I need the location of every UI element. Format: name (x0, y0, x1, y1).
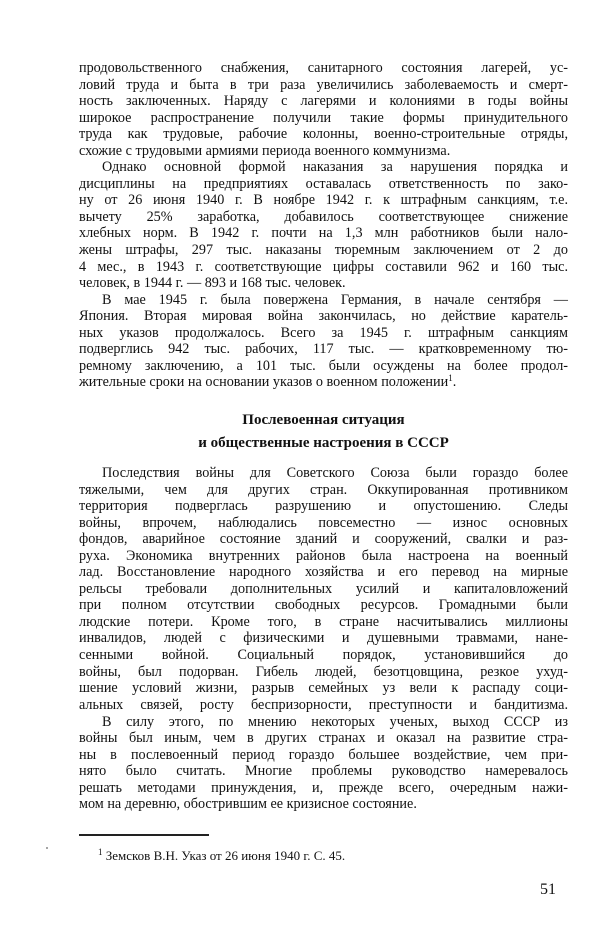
text-line: широкое распространение получили такие формы принудительного (79, 109, 568, 126)
text-line: руха. Экономика внутренних районов была настроена на военный (79, 547, 568, 564)
text-line: решать методами принуждения, и, прежде всего, очередным нажи- (79, 779, 568, 796)
text-line: при полном отсутствии свободных ресурсов. Громадными были (79, 597, 568, 614)
heading-line-2: и общественные настроения в СССР (198, 435, 449, 451)
paragraph-5 (79, 714, 568, 813)
text-line: В силу этого, по мнению некоторых ученых, выход СССР из (102, 713, 568, 730)
paragraph-3 (79, 292, 568, 391)
footnote-ref[interactable]: 1 (448, 373, 453, 384)
text-line: вычету 25% заработка, добавилось соответствующее снижение (79, 208, 568, 225)
footnote-text: Земсков В.Н. Указ от 26 июня 1940 г. С. 45. (105, 848, 346, 863)
punctuation: . (452, 374, 457, 391)
text-line: войны был иным, чем в других странах и оказал на развитие стра- (79, 730, 568, 747)
paragraph-2 (79, 159, 568, 291)
text-line-with-footnote-ref (79, 374, 568, 391)
text-line: инвалидов, людей с физическими и душевными травмами, нане- (79, 630, 568, 647)
scan-speck (46, 847, 48, 849)
text-line: фондов, аварийное состояние зданий и сооружений, свалки и раз- (79, 531, 568, 548)
text-line: Последствия войны для Советского Союза были гораздо более (102, 465, 568, 481)
text-line: жительные сроки на основании указов о военном положении (79, 374, 449, 391)
paragraph-4 (79, 465, 568, 713)
page-number: 51 (540, 881, 556, 898)
footnote-number: 1 (98, 847, 103, 857)
text-line: продовольственного снабжения, санитарного состояния лагерей, ус- (79, 60, 568, 76)
text-line: В мае 1945 г. была повержена Германия, в начале сентября — (102, 291, 568, 308)
text-line: дисциплины на предприятиях оставалась ответственность по зако- (79, 175, 568, 192)
text-line: нято было считать. Многие проблемы руководство намеревалось (79, 763, 568, 780)
heading-line-1: Послевоенная ситуация (242, 412, 405, 428)
text-line: территория подверглась разрушению и опустошению. Следы (79, 498, 568, 515)
text-line: ных указов продолжалось. Всего за 1945 г. штрафным санкциям (79, 324, 568, 341)
text-line: лад. Восстановление народного хозяйства и его перевод на мирные (79, 564, 568, 581)
text-line: ну от 26 июня 1940 г. В ноябре 1942 г. к штрафным санкциям, т.е. (79, 192, 568, 209)
text-line: труда как трудовые, рабочие колонны, военно-строительные отряды, (79, 126, 568, 143)
text-line: мом на деревню, обострившим ее кризисное состояние. (79, 796, 417, 813)
text-line: хлебных норм. В 1942 г. почти на 1,3 млн работников были нало- (79, 225, 568, 242)
text-line: Япония. Вторая мировая война закончилась, но действие каратель- (79, 308, 568, 325)
text-line: схожие с трудовыми армиями периода военного коммунизма. (79, 142, 451, 159)
paragraph-1 (79, 60, 568, 159)
text-line: Однако основной формой наказания за нарушения порядка и (102, 159, 568, 176)
text-line: ремному заключению, а 101 тыс. были осуждены на более продол- (79, 357, 568, 374)
text-line: рельсы требовали дополнительных усилий и капиталовложений (79, 580, 568, 597)
text-line: 4 мес., в 1943 г. соответствующие цифры составили 962 и 160 тыс. (79, 258, 568, 275)
text-line: жены штрафы, 297 тыс. наказаны тюремным заключением от 2 до (79, 242, 568, 259)
text-line: шение условий жизни, разрыв семейных уз вели к распаду соци- (79, 680, 568, 697)
text-line: войны, впрочем, наблюдались повсеместно — износ основных (79, 514, 568, 531)
text-line: ловий труда и быта в три раза увеличились заболеваемость и смерт- (79, 76, 568, 93)
text-line: человек, в 1944 г. — 893 и 168 тыс. человек. (79, 275, 346, 292)
text-line: сенными войной. Социальный порядок, установившийся до (79, 647, 568, 664)
section-heading (79, 409, 568, 455)
text-line: ность заключенных. Наряду с лагерями и колониями в годы войны (79, 93, 568, 110)
footnote (98, 848, 345, 864)
text-line: людские потери. Кроме того, в стране насчитывались миллионы (79, 613, 568, 630)
text-line: альных связей, росту беспризорности, преступности и бандитизма. (79, 696, 568, 713)
footnote-divider (79, 834, 209, 836)
text-line: подверглись 942 тыс. рабочих, 117 тыс. — кратковременному тю- (79, 341, 568, 358)
text-line: войны, был подорван. Гибель людей, безотцовщина, резкое ухуд- (79, 663, 568, 680)
text-line: ны в послевоенный период гораздо большее воздействие, чем при- (79, 746, 568, 763)
text-line: тяжелыми, чем для других стран. Оккупированная противником (79, 481, 568, 498)
